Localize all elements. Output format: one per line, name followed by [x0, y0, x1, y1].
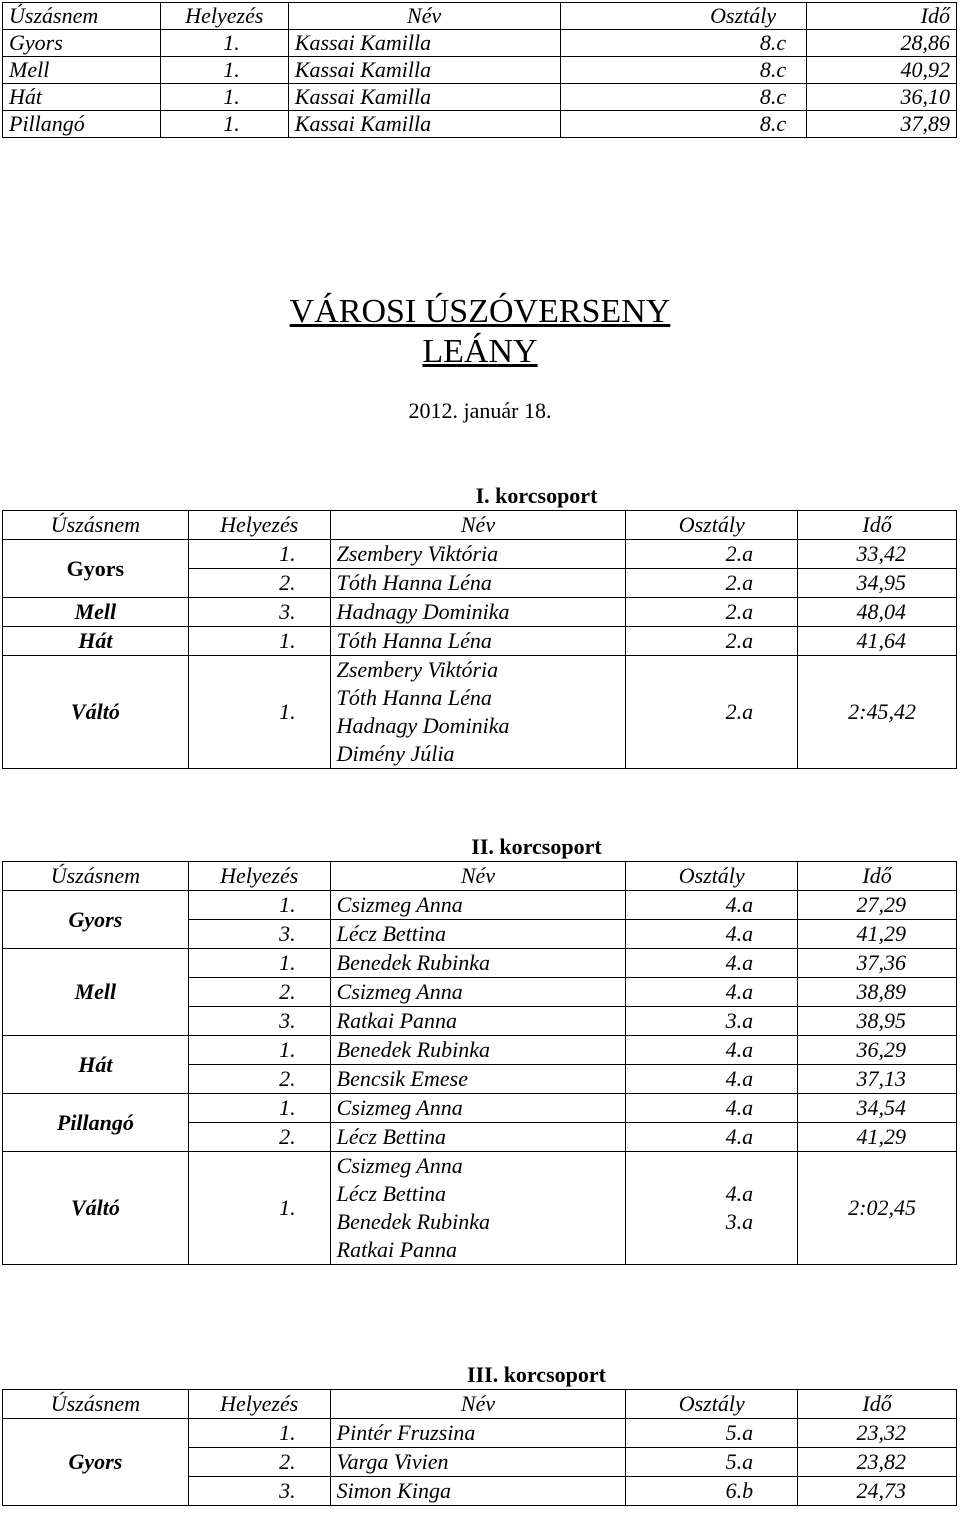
cell: 2:45,42 [798, 656, 957, 769]
table-row [3, 598, 957, 627]
cell: 1. [188, 1419, 330, 1448]
cell: 4.a [626, 1036, 798, 1065]
cell: 1. [160, 57, 288, 84]
header-cell: Helyezés [188, 1390, 330, 1419]
cell: 1. [188, 1036, 330, 1065]
cell: 1. [188, 1094, 330, 1123]
header-cell: Osztály [626, 1390, 798, 1419]
cell: 1. [188, 949, 330, 978]
table-row [3, 540, 957, 569]
group-title-text: III. korcsoport [467, 1362, 606, 1387]
table-row [3, 627, 957, 656]
cell: Csizmeg Anna [330, 1094, 626, 1123]
relay-name: Tóth Hanna Léna [336, 685, 492, 710]
cell: 1. [188, 891, 330, 920]
stroke-cell: Hát [3, 627, 189, 656]
cell: 4.a [626, 1065, 798, 1094]
cell: 5.a [626, 1448, 798, 1477]
cell: Bencsik Emese [330, 1065, 626, 1094]
cell: Ratkai Panna [330, 1007, 626, 1036]
cell: Tóth Hanna Léna [330, 627, 626, 656]
relay-row [3, 656, 957, 769]
cell: Kassai Kamilla [288, 84, 560, 111]
group-title-row [3, 482, 957, 511]
table-row [3, 1419, 957, 1448]
header-cell: Osztály [560, 3, 807, 30]
table-header-row [3, 3, 957, 30]
cell: Simon Kinga [330, 1477, 626, 1506]
cell: 2.a [626, 569, 798, 598]
relay-names-cell [330, 1152, 626, 1265]
page-title: VÁROSI ÚSZÓVERSENY [289, 293, 671, 330]
stroke-cell: Váltó [3, 1152, 189, 1265]
cell: 2.a [626, 598, 798, 627]
cell: 37,89 [807, 111, 957, 138]
header-cell: Úszásnem [3, 511, 189, 540]
page-subtitle: LEÁNY [422, 333, 538, 370]
cell: 3.a [626, 1007, 798, 1036]
cell: Csizmeg Anna [330, 891, 626, 920]
header-cell: Név [288, 3, 560, 30]
table-row [3, 1094, 957, 1123]
header-cell: Helyezés [160, 3, 288, 30]
cell: 41,29 [798, 920, 957, 949]
group-title-row [3, 1361, 957, 1390]
relay-name: Ratkai Panna [336, 1237, 458, 1262]
cell: 3. [188, 1477, 330, 1506]
group-title [3, 1361, 957, 1390]
relay-name: Dimény Júlia [336, 741, 455, 766]
header-cell: Úszásnem [3, 1390, 189, 1419]
cell: 1. [188, 540, 330, 569]
cell: Pillangó [3, 111, 161, 138]
cell: Kassai Kamilla [288, 57, 560, 84]
group-title [3, 833, 957, 862]
table-row [3, 57, 957, 84]
cell: 34,95 [798, 569, 957, 598]
cell: 1. [188, 656, 330, 769]
group-2-table [2, 833, 957, 1265]
cell: 24,73 [798, 1477, 957, 1506]
header-cell: Név [330, 862, 626, 891]
relay-name: Zsembery Viktória [336, 657, 499, 682]
cell: 2. [188, 1065, 330, 1094]
header-cell: Név [330, 1390, 626, 1419]
cell: Csizmeg Anna [330, 978, 626, 1007]
header-cell: Osztály [626, 862, 798, 891]
cell: 8.c [560, 30, 807, 57]
cell: Hát [3, 84, 161, 111]
header-cell: Helyezés [188, 511, 330, 540]
header-cell: Osztály [626, 511, 798, 540]
group-title [3, 482, 957, 511]
cell: 33,42 [798, 540, 957, 569]
cell: 8.c [560, 111, 807, 138]
table-header-row [3, 511, 957, 540]
table-row [3, 30, 957, 57]
cell: Tóth Hanna Léna [330, 569, 626, 598]
cell: 2.a [626, 656, 798, 769]
group-1-table [2, 482, 957, 769]
cell: 1. [160, 111, 288, 138]
cell: 2. [188, 1448, 330, 1477]
cell: 36,29 [798, 1036, 957, 1065]
cell: Pintér Fruzsina [330, 1419, 626, 1448]
stroke-cell: Pillangó [3, 1094, 189, 1152]
cell: 27,29 [798, 891, 957, 920]
cell: Benedek Rubinka [330, 949, 626, 978]
cell: 8.c [560, 57, 807, 84]
header-cell: Idő [798, 1390, 957, 1419]
relay-row [3, 1152, 957, 1265]
cell: 37,36 [798, 949, 957, 978]
event-date: 2012. január 18. [408, 398, 552, 423]
table-row [3, 1036, 957, 1065]
cell: 8.c [560, 84, 807, 111]
header-cell: Helyezés [188, 862, 330, 891]
table-row [3, 891, 957, 920]
stroke-cell: Hát [3, 1036, 189, 1094]
header-cell: Név [330, 511, 626, 540]
header-cell: Idő [807, 3, 957, 30]
cell: Kassai Kamilla [288, 30, 560, 57]
cell: Mell [3, 57, 161, 84]
stroke-cell: Gyors [3, 1419, 189, 1506]
cell: 3. [188, 920, 330, 949]
relay-name: Hadnagy Dominika [336, 713, 510, 738]
cell: Lécz Bettina [330, 1123, 626, 1152]
cell: Benedek Rubinka [330, 1036, 626, 1065]
cell: 23,32 [798, 1419, 957, 1448]
relay-class: 3.a [725, 1209, 754, 1234]
stroke-cell: Váltó [3, 656, 189, 769]
stroke-cell: Mell [3, 598, 189, 627]
table-header-row [3, 862, 957, 891]
cell: 4.a [626, 949, 798, 978]
cell: 4.a [626, 978, 798, 1007]
cell: Kassai Kamilla [288, 111, 560, 138]
relay-name: Benedek Rubinka [336, 1209, 490, 1234]
group-title-text: II. korcsoport [471, 834, 602, 859]
relay-name: Csizmeg Anna [336, 1153, 463, 1178]
stroke-cell: Gyors [3, 891, 189, 949]
cell: 38,95 [798, 1007, 957, 1036]
cell: 1. [188, 627, 330, 656]
cell: 2. [188, 978, 330, 1007]
header-cell: Úszásnem [3, 3, 161, 30]
cell: 48,04 [798, 598, 957, 627]
cell: 2.a [626, 627, 798, 656]
relay-class: 4.a [725, 1181, 754, 1206]
cell: 1. [188, 1152, 330, 1265]
cell: Zsembery Viktória [330, 540, 626, 569]
cell: 23,82 [798, 1448, 957, 1477]
cell: 3. [188, 1007, 330, 1036]
cell: 28,86 [807, 30, 957, 57]
cell: 4.a [626, 891, 798, 920]
header-cell: Idő [798, 511, 957, 540]
group-title-row [3, 833, 957, 862]
cell: 1. [160, 84, 288, 111]
cell: 41,64 [798, 627, 957, 656]
table-row [3, 84, 957, 111]
group-3-table [2, 1361, 957, 1506]
cell: Gyors [3, 30, 161, 57]
cell: Hadnagy Dominika [330, 598, 626, 627]
cell: 38,89 [798, 978, 957, 1007]
relay-names-cell [330, 656, 626, 769]
relay-name: Lécz Bettina [336, 1181, 447, 1206]
cell: 4.a [626, 1123, 798, 1152]
cell: 5.a [626, 1419, 798, 1448]
relay-class-cell [626, 1152, 798, 1265]
cell: Varga Vivien [330, 1448, 626, 1477]
cell: 3. [188, 598, 330, 627]
cell: Lécz Bettina [330, 920, 626, 949]
cell: 37,13 [798, 1065, 957, 1094]
stroke-cell: Gyors [3, 540, 189, 598]
header-cell: Úszásnem [3, 862, 189, 891]
group-title-text: I. korcsoport [475, 483, 598, 508]
cell: 2:02,45 [798, 1152, 957, 1265]
cell: 6.b [626, 1477, 798, 1506]
top-results-table [2, 2, 957, 138]
table-row [3, 111, 957, 138]
cell: 1. [160, 30, 288, 57]
cell: 4.a [626, 1094, 798, 1123]
cell: 2.a [626, 540, 798, 569]
cell: 40,92 [807, 57, 957, 84]
table-row [3, 949, 957, 978]
table-header-row [3, 1390, 957, 1419]
stroke-cell: Mell [3, 949, 189, 1036]
cell: 36,10 [807, 84, 957, 111]
header-cell: Idő [798, 862, 957, 891]
cell: 2. [188, 569, 330, 598]
cell: 2. [188, 1123, 330, 1152]
cell: 34,54 [798, 1094, 957, 1123]
cell: 41,29 [798, 1123, 957, 1152]
cell: 4.a [626, 920, 798, 949]
